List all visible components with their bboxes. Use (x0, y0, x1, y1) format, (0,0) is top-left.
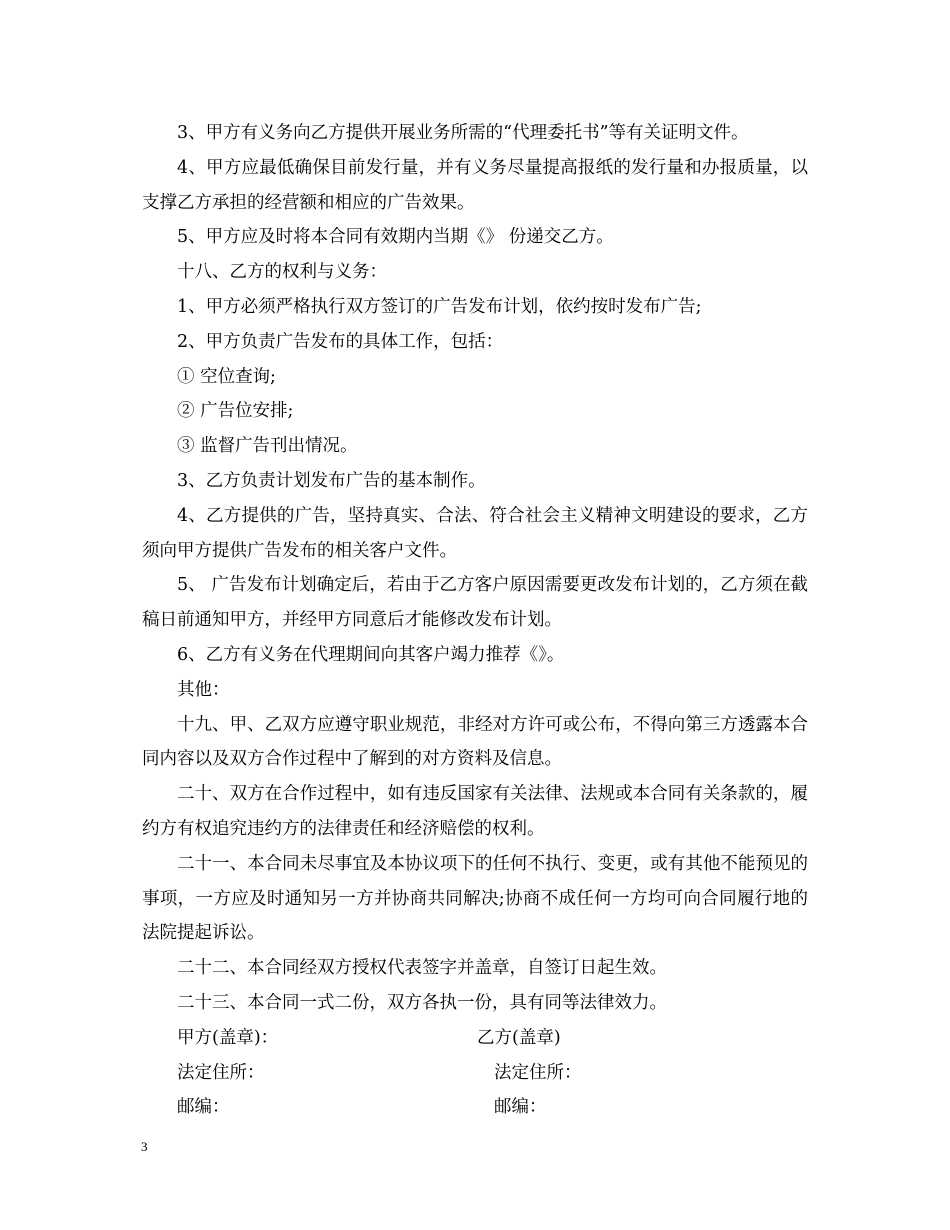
party-a-seal-label: 甲方(盖章)： (177, 1027, 279, 1048)
paragraph: 十九、甲、乙双方应遵守职业规范，非经对方许可或公布，不得向第三方透露本合同内容以及双方合作过程中了解到的对方资料及信息。 (142, 714, 808, 770)
paragraph: 3、甲方有义务向乙方提供开展业务所需的“代理委托书”等有关证明文件。 (177, 123, 749, 143)
list-item: ③ 监督广告刊出情况。 (177, 436, 358, 457)
paragraph: 5、甲方应及时将本合同有效期内当期《》 份递交乙方。 (177, 227, 614, 248)
paragraph: 二十一、本合同未尽事宜及本协议项下的任何不执行、变更，或有其他不能预见的事项，一方应及时通知另一方并协商共同解决;协商不成任何一方均可向合同履行地的法院提起诉讼。 (142, 853, 808, 944)
party-b-seal-label: 乙方(盖章) (477, 1027, 561, 1048)
page-number: 3 (141, 1139, 148, 1154)
paragraph: 5、 广告发布计划确定后，若由于乙方客户原因需要更改发布计划的，乙方须在截稿日前通知甲方，并经甲方同意后才能修改发布计划。 (142, 575, 808, 631)
signature-row-seal (142, 1021, 808, 1056)
list-item: ② 广告位安排; (177, 401, 294, 422)
paragraph: 3、乙方负责计划发布广告的基本制作。 (177, 470, 486, 491)
list-item: ① 空位查询; (177, 366, 276, 387)
paragraph: 二十、双方在合作过程中，如有违反国家有关法律、法规或本合同有关条款的，履约方有权追究违约方的法律责任和经济赔偿的权利。 (142, 784, 808, 839)
section-heading: 其他： (177, 679, 230, 700)
signature-row-postcode (142, 1090, 808, 1125)
party-a-address-label: 法定住所： (177, 1062, 265, 1083)
signature-row-address (142, 1056, 808, 1091)
party-b-address-label: 法定住所： (494, 1062, 582, 1083)
paragraph: 4、甲方应最低确保目前发行量，并有义务尽量提高报纸的发行量和办报质量，以支撑乙方承担的经营额和相应的广告效果。 (142, 157, 808, 213)
party-a-postcode-label: 邮编： (177, 1097, 230, 1118)
section-heading: 十八、乙方的权利与义务： (177, 262, 387, 283)
paragraph: 4、乙方提供的广告，坚持真实、合法、符合社会主义精神文明建设的要求，乙方须向甲方提供广告发布的相关客户文件。 (142, 505, 808, 561)
paragraph: 2、甲方负责广告发布的具体工作，包括： (177, 331, 504, 352)
paragraph: 1、甲方必须严格执行双方签订的广告发布计划，依约按时发布广告; (177, 296, 702, 317)
paragraph: 二十三、本合同一式二份，双方各执一份，具有同等法律效力。 (177, 992, 667, 1013)
paragraph: 6、乙方有义务在代理期间向其客户竭力推荐《》。 (177, 644, 565, 665)
party-b-postcode-label: 邮编： (494, 1097, 547, 1118)
document-body (142, 116, 808, 1125)
paragraph: 二十二、本合同经双方授权代表签字并盖章，自签订日起生效。 (177, 958, 667, 979)
